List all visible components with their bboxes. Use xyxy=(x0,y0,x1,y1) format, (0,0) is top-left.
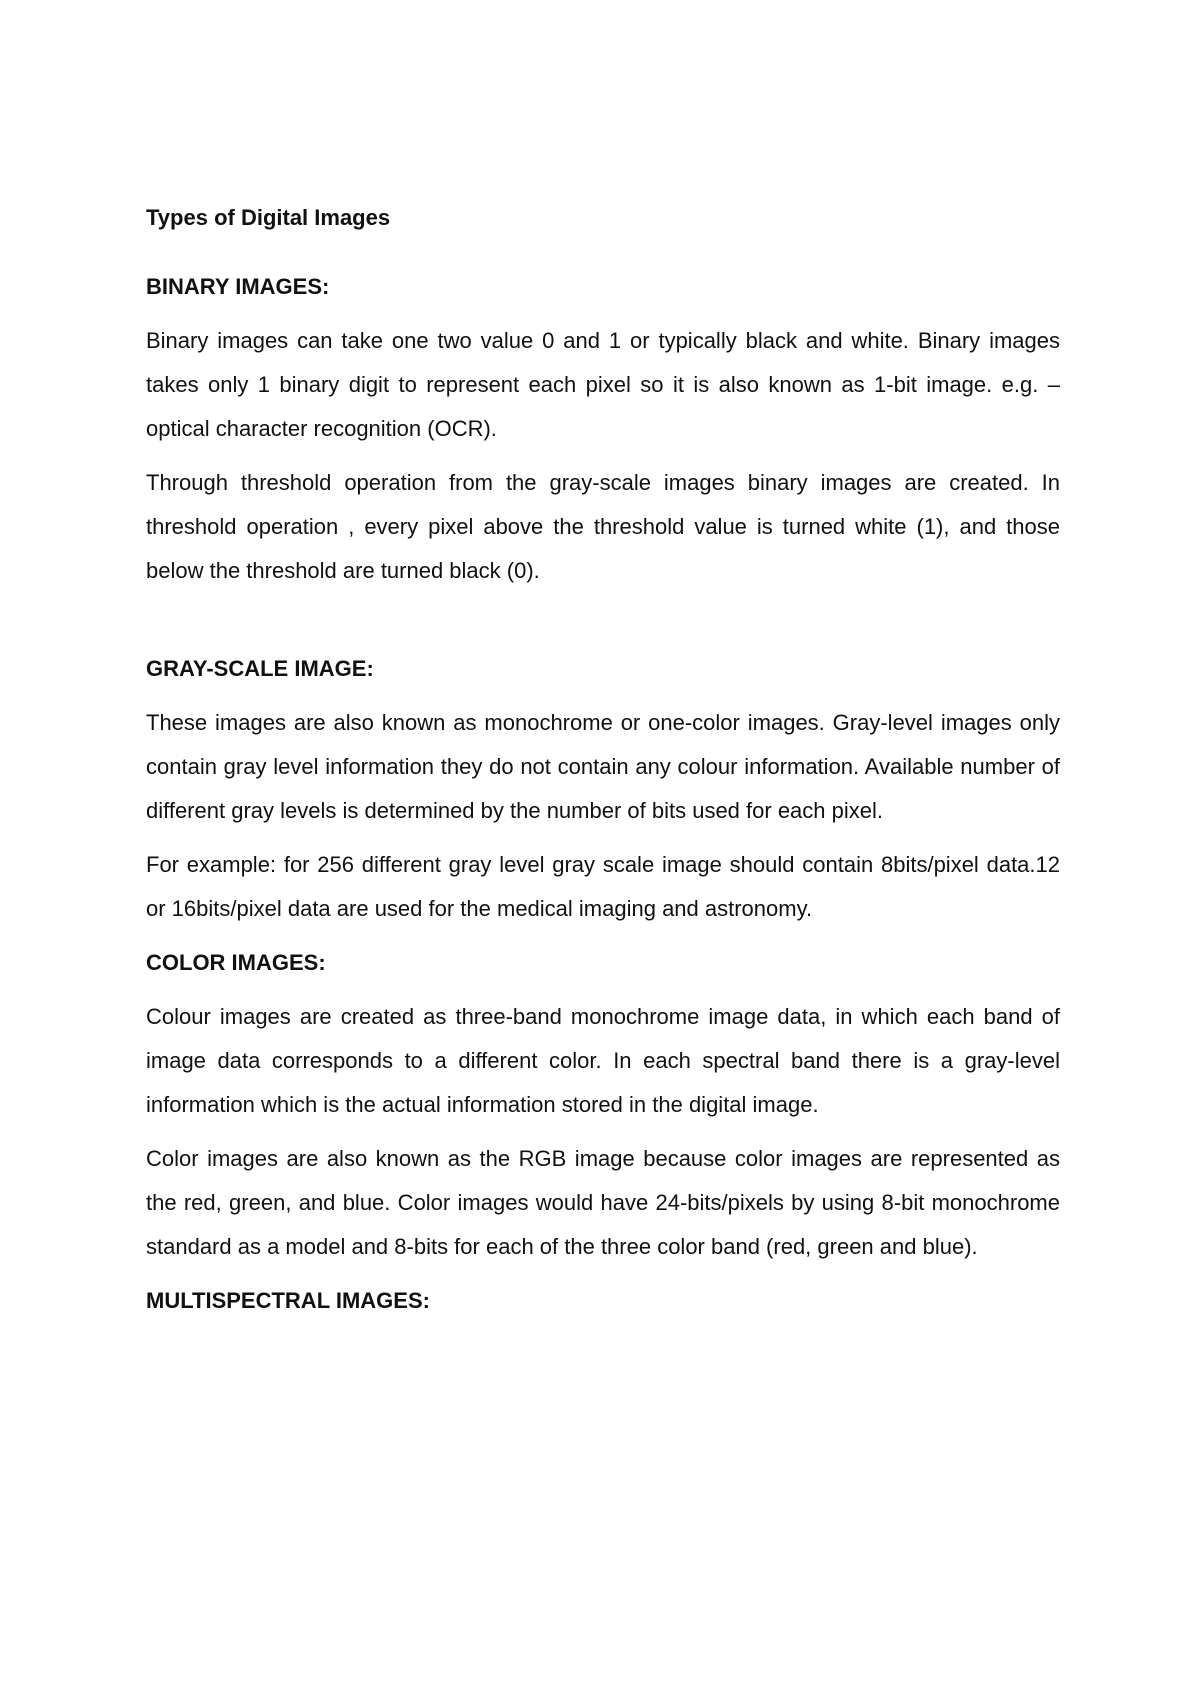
paragraph-binary-2: Through threshold operation from the gray-scale images binary images are created. In threshold operation , every pixel above the threshold value is turned white (1), and those below the threshold are turned black (0). xyxy=(146,470,1060,583)
section-gray-scale-image xyxy=(146,647,1060,931)
document-page xyxy=(146,196,1060,1333)
paragraph-grayscale-2: For example: for 256 different gray level gray scale image should contain 8bits/pixel data.12 or 16bits/pixel data are used for the medical imaging and astronomy. xyxy=(146,852,1060,921)
section-binary-images xyxy=(146,265,1060,593)
document-title: Types of Digital Images xyxy=(146,205,391,230)
paragraph-grayscale-1: These images are also known as monochrome or one-color images. Gray-level images only contain gray level information they do not contain any colour information. Available number of different gray levels is determined by the number of bits used for each pixel. xyxy=(146,710,1060,823)
paragraph-color-2: Color images are also known as the RGB image because color images are represented as the red, green, and blue. Color images would have 24-bits/pixels by using 8-bit monochrome standard as a model and 8-bits for each of the three color band (red, green and blue). xyxy=(146,1146,1060,1259)
paragraph-color-1: Colour images are created as three-band monochrome image data, in which each band of image data corresponds to a different color. In each spectral band there is a gray-level information which is the actual information stored in the digital image. xyxy=(146,1004,1060,1117)
heading-color-images: COLOR IMAGES: xyxy=(146,950,326,975)
blank-line xyxy=(146,603,1060,647)
heading-binary-images: BINARY IMAGES: xyxy=(146,274,330,299)
heading-gray-scale-image: GRAY-SCALE IMAGE: xyxy=(146,656,374,681)
paragraph-binary-1: Binary images can take one two value 0 and 1 or typically black and white. Binary images takes only 1 binary digit to represent each pixel so it is also known as 1-bit image. e.g. – optical character recognition (OCR). xyxy=(146,328,1060,441)
section-color-images xyxy=(146,941,1060,1269)
section-multispectral-images xyxy=(146,1279,1060,1323)
heading-multispectral-images: MULTISPECTRAL IMAGES: xyxy=(146,1288,430,1313)
